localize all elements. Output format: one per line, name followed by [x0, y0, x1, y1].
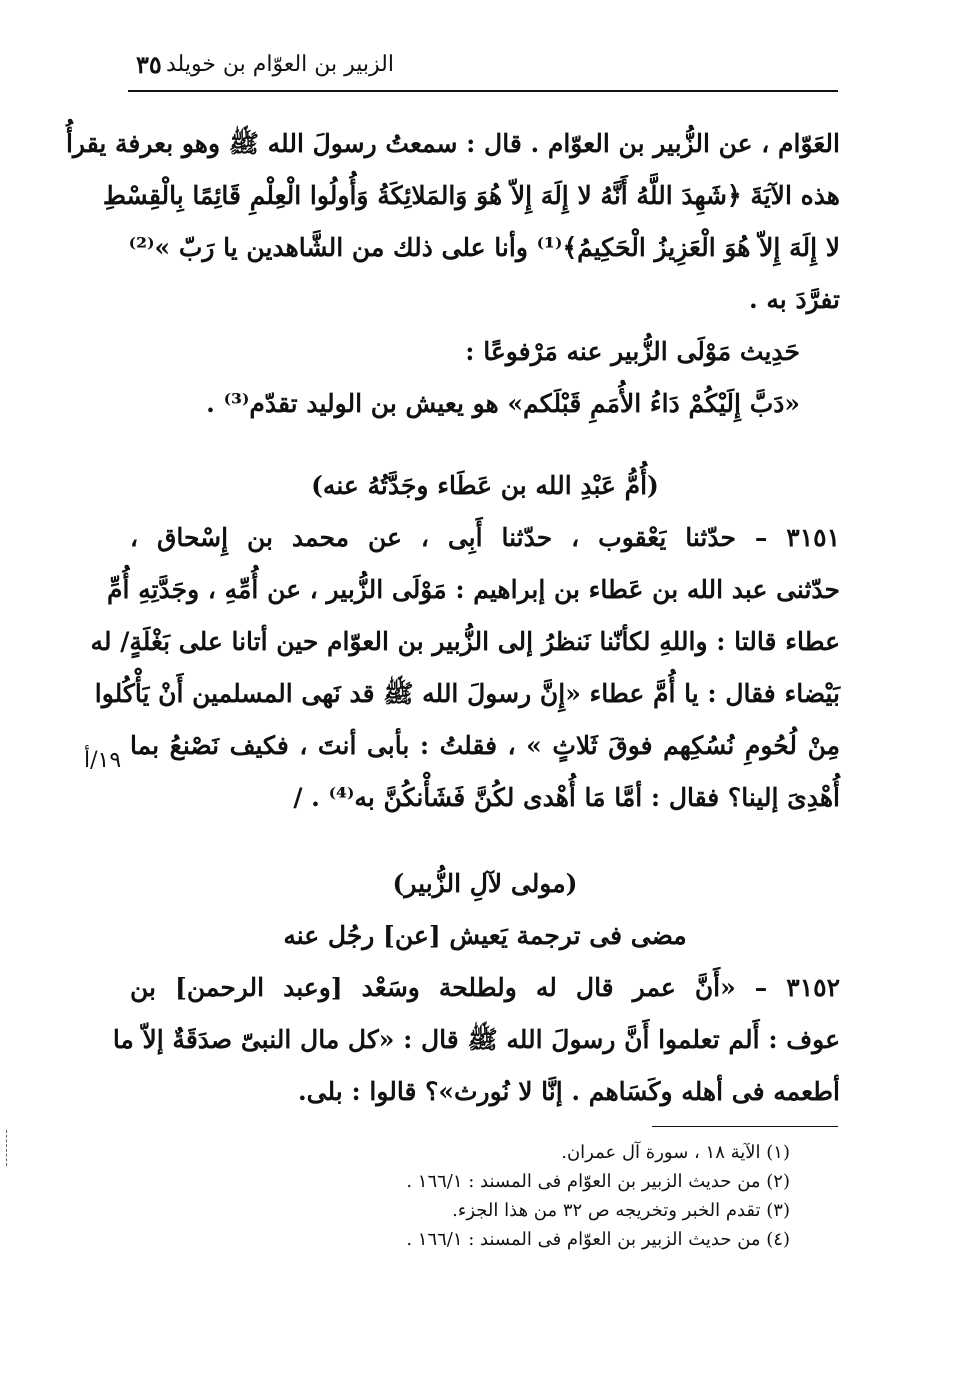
- section-subtitle: مضى فى ترجمة يَعيش [عن] رجُل عنه: [283, 921, 687, 950]
- section-line: بَيْضاء فقال : يا أُمَّ عطاء «إِنَّ رسولَ الله ﷺ قد نَهى المسلمين أَنْ يَأْكُلوا: [94, 679, 840, 708]
- footnote: (٣) تقدم الخبر وتخريجه ص ٣٢ من هذا الجزء.: [452, 1200, 790, 1221]
- header-rule: [128, 90, 838, 92]
- page-number: ٣٥: [136, 50, 162, 79]
- footnote: (٤) من حديث الزبير بن العوّام فى المسند : ١٦٦/١ .: [406, 1229, 790, 1250]
- section-title: (مولى لآلِ الزُّبير): [392, 869, 578, 898]
- body-line: العَوّام ، عن الزُّبير بن العوّام . قال : سمعتُ رسولَ الله ﷺ وهو بعرفة يقرأُ: [65, 129, 840, 158]
- hadith-text: «دَبَّ إِلَيْكُمْ دَاءُ الأُمَمِ قَبْلَكم» هو يعيش بن الوليد تقدّم⁽³⁾ .: [206, 389, 800, 418]
- scan-edge-mark: [6, 1130, 9, 1166]
- section-title: (أُمُّ عَبْدِ الله بن عَطَاء وجَدَّتُهُ عنه): [311, 471, 659, 500]
- section-line: ٣١٥١ – حدّثنا يَعْقوب ، حدّثنا أَبِى ، عن محمد بن إِسْحاق ،: [130, 523, 840, 552]
- section-line: مِنْ لُحُومِ نُسُكِهم فوقَ ثَلاثٍ » ، فقلتُ : بأبى أنتَ ، فكيف نَصْنعُ بما: [130, 731, 840, 760]
- footnotes: [340, 1138, 790, 1254]
- running-header-title: الزبير بن العوّام بن خويلد: [165, 52, 394, 77]
- body-line: لا إِلَهَ إِلاّ هُوَ الْعَزِيزُ الْحَكِيمُ﴾⁽¹⁾ وأنا على ذلك من الشَّاهدين يا رَبّ »⁽²⁾: [128, 233, 840, 262]
- hadith-heading: حَدِيث مَوْلَى الزُّبير عنه مَرْفوعًا :: [465, 337, 800, 366]
- section-line: حدّثنى عبد الله بن عَطاء بن إبراهيم : مَوْلَى الزُّبير ، عن أُمِّهِ ، وجَدَّتِهِ أُمِّ: [107, 575, 840, 604]
- footnote: (١) الآية ١٨ ، سورة آل عمران.: [561, 1142, 790, 1163]
- section-line: عوف : أَلم تعلموا أَنَّ رسولَ الله ﷺ قال : «كل مال النبىّ صدَقَةٌ إلاّ ما: [112, 1025, 840, 1054]
- section-line: أُهْدِىَ إلينا؟ فقال : أمَّا مَا أُهْدى لكُنَّ فَشَأْنكُنَّ به⁽⁴⁾ . /: [293, 783, 840, 812]
- body-line: تفرَّدَ به .: [748, 285, 840, 314]
- section-line: عطاء قالتا : واللهِ لكأنّنا نَنظرُ إلى الزُّبير بن العوّام حين أتانا على بَغْلَةٍ/ له: [90, 627, 840, 656]
- section-line: ٣١٥٢ – «أَنَّ عمر قال له ولطلحة وسَعْد [وعبد الرحمن] بن: [130, 973, 840, 1002]
- margin-folio-note: ١٩/أ: [84, 748, 122, 773]
- section-line: أطعمه فى أهله وكَسَاهم . إنَّا لا نُورث»؟ قالوا : بلى.: [297, 1077, 840, 1106]
- footnote-rule: [652, 1126, 838, 1127]
- footnote: (٢) من حديث الزبير بن العوّام فى المسند : ١٦٦/١ .: [406, 1171, 790, 1192]
- body-line: هذه الآيَةَ ﴿شَهِدَ اللَّهُ أَنَّهُ لا إِلَهَ إِلاّ هُوَ وَالمَلائِكَةُ وَأُولُوا الْعِلْمِ قَائِمًا بِالْقِسْطِ: [102, 181, 840, 210]
